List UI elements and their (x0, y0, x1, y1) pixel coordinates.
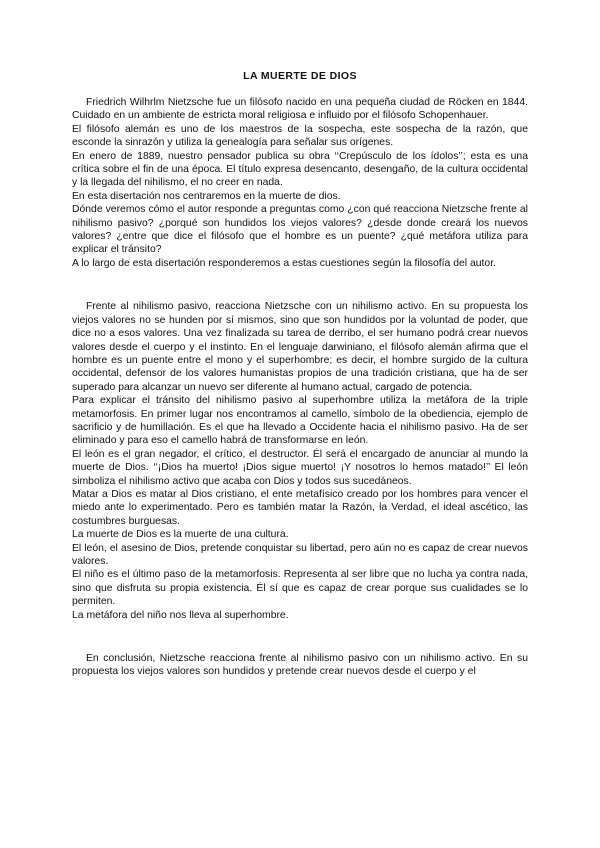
paragraph-superhombre: La metáfora del niño nos lleva al superhombre. (72, 609, 289, 621)
paragraph-muerte-cultura: La muerte de Dios es la muerte de una cultura. (72, 529, 289, 541)
section-gap (72, 270, 528, 300)
paragraph-crepusculo: En enero de 1889, nuestro pensador publica su obra ‘‘Crepúsculo de los ídolos’’; esta es una crítica sobre el fin de una época. El título expresa desencanto, desengaño, de la cultura occidental y la llegada del nihilismo, el no creer en nada. (72, 150, 528, 189)
paragraph-intro: Friedrich Wilhrlm Nietzsche fue un filósofo nacido en una pequeña ciudad de Röcken en 1844. Cuidado en un ambiente de estricta moral religiosa e influido por el filósofo Schopenhauer. (72, 97, 528, 122)
paragraph-conclusion: En conclusión, Nietzsche reacciona frente al nihilismo pasivo con un nihilismo activo. En su propuesta los viejos valores son hundidos y pretende crear nuevos desde el cuerpo y el (72, 653, 528, 678)
paragraph-plan: A lo largo de esta disertación responderemos a estas cuestiones según la filosofía del autor. (72, 257, 496, 269)
paragraph-sospecha: El filósofo alemán es uno de los maestros de la sospecha, este sospecha de la razón, que esconde la sinrazón y utiliza la genealogía para señalar sus orígenes. (72, 123, 528, 149)
paragraph-leon: El león es el gran negador, el crítico, el destructor. Él será el encargado de anunciar al mundo la muerte de Dios. ‘‘¡Dios ha muerto! ¡Dios sigue muerto! ¡Y nosotros lo hemos matado!’’ El león simboliza el nihilismo activo que acaba con Dios y todos sus sucedáneos. (72, 448, 528, 487)
section-gap-2 (72, 622, 528, 652)
document-title: LA MUERTE DE DIOS (243, 70, 357, 82)
paragraph-preguntas: Dónde veremos cómo el autor responde a preguntas como ¿con qué reacciona Nietzsche frente al nihilismo pasivo? ¿porqué son hundidos los viejos valores? ¿desde donde creará los nuevos valores? ¿entre que dice el filósofo que el hombre es un puente? ¿qué metáfora utiliza para explicar el tránsito? (72, 204, 528, 256)
paragraph-nino: El niño es el último paso de la metamorfosis. Representa al ser libre que no lucha ya contra nada, sino que disfruta su propia existencia. Él sí que es capaz de crear porque sus cualidades se lo permiten. (72, 569, 528, 608)
paragraph-leon-libertad: El león, el asesino de Dios, pretende conquistar su libertad, pero aún no es capaz de crear nuevos valores. (72, 542, 528, 567)
paragraph-nihilismo-activo: Frente al nihilismo pasivo, reacciona Nietzsche con un nihilismo activo. En su propuesta los viejos valores no se hunden por sí mismos, sino que son hundidos por la voluntad de poder, que dice no a esos valores. Una vez finalizada su tarea de derribo, el ser humano podrá crear nuevos valores desde el cuerpo y el instinto. En el lenguaje darwiniano, el filósofo alemán afirma que el hombre es un puente entre el mono y el superhombre; es decir, el hombre surgido de la cultura occidental, defensor de los valores humanistas propios de una tradición cristiana, que ha de ser superado para alcanzar un nuevo ser diferente al humano actual, cargado de potencia. (72, 301, 528, 393)
paragraph-matar-dios: Matar a Dios es matar al Dios cristiano, el ente metafísico creado por los hombres para vencer el miedo ante lo experimentado. Pero es también matar la Razón, la Verdad, el ideal ascético, las costumbres burguesas. (72, 488, 528, 527)
paragraph-metamorfosis: Para explicar el tránsito del nihilismo pasivo al superhombre utiliza la metáfora de la triple metamorfosis. En primer lugar nos encontramos al camello, símbolo de la obediencia, ejemplo de sacrificio y de humillación. Es el que ha llevado a Occidente hacia el nihilismo pasivo. Ha de ser eliminado y para eso el camello habrá de transformarse en león. (72, 395, 528, 447)
paragraph-centro: En esta disertación nos centraremos en la muerte de dios. (72, 190, 341, 202)
